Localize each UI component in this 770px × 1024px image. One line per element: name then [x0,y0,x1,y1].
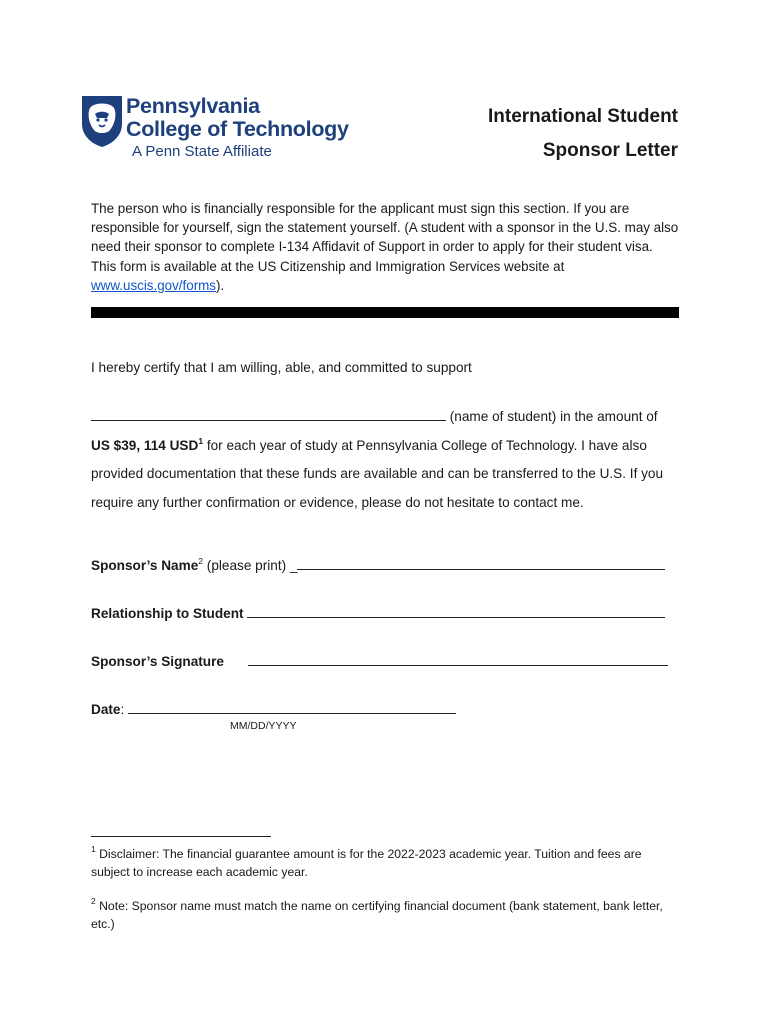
date-colon: : [120,702,125,717]
logo-line-2: College of Technology [126,117,349,141]
footnote-2-number: 2 [91,896,96,906]
sponsor-name-hint: (please print) _ [203,558,298,573]
footnote-2 [91,897,681,933]
amount-footnote-ref: 1 [198,435,204,446]
certify-statement: I hereby certify that I am willing, able, and committed to support [91,360,472,375]
college-logo [80,94,370,164]
sponsor-name-label: Sponsor’s Name [91,558,199,573]
student-name-suffix: (name of student) in the amount of [446,409,658,424]
relationship-field[interactable] [247,605,665,618]
footnote-1 [91,845,681,881]
logo-line-1: Pennsylvania [126,94,260,118]
footnote-1-number: 1 [91,844,96,854]
sponsor-name-field[interactable] [297,557,665,570]
uscis-link[interactable]: www.uscis.gov/forms [91,277,217,293]
nittany-lion-shield-icon [80,94,124,148]
date-format-hint: MM/DD/YYYY [230,720,297,732]
section-divider [91,307,679,318]
sponsor-amount: US $39, 114 USD [91,437,199,453]
date-label: Date [91,702,121,717]
sponsor-name-footnote-ref: 2 [198,556,204,566]
title-line-2: Sponsor Letter [542,140,678,161]
intro-paragraph [91,199,681,295]
student-name-field[interactable] [91,408,446,421]
relationship-label: Relationship to Student [91,606,244,621]
intro-text: The person who is financially responsible for the applicant must sign this section. If you are responsible for yourself, sign the statement yourself. (A student with a sponsor in the U.S. may also need their sponsor to complete I-134 Affidavit of Support in order to apply for their student visa. This form is available at the US Citizenship and Immigration Services website at [91,201,679,274]
title-line-1: International Student [488,106,678,127]
document-title [488,100,678,168]
certify-paragraph [91,403,691,517]
signature-field[interactable] [248,653,668,666]
signature-row [91,653,668,669]
date-row [91,701,456,717]
signature-label: Sponsor’s Signature [91,654,224,669]
date-field[interactable] [128,701,456,714]
sponsor-name-row [91,557,665,573]
intro-text-end: ). [216,277,225,293]
footnote-2-text: Note: Sponsor name must match the name on certifying financial document (bank statement, bank letter, etc.) [91,899,663,931]
relationship-row [91,605,665,621]
footnote-1-text: Disclaimer: The financial guarantee amount is for the 2022-2023 academic year. Tuition and fees are subject to increase each academic year. [91,847,642,879]
footnote-separator [91,836,271,837]
certify-rest: for each year of study at Pennsylvania College of Technology. I have also provided documentation that these funds are available and can be transferred to the U.S. If you require any further confirmation or evidence, please do not hesitate to contact me. [91,437,664,510]
logo-tagline: A Penn State Affiliate [132,143,272,160]
